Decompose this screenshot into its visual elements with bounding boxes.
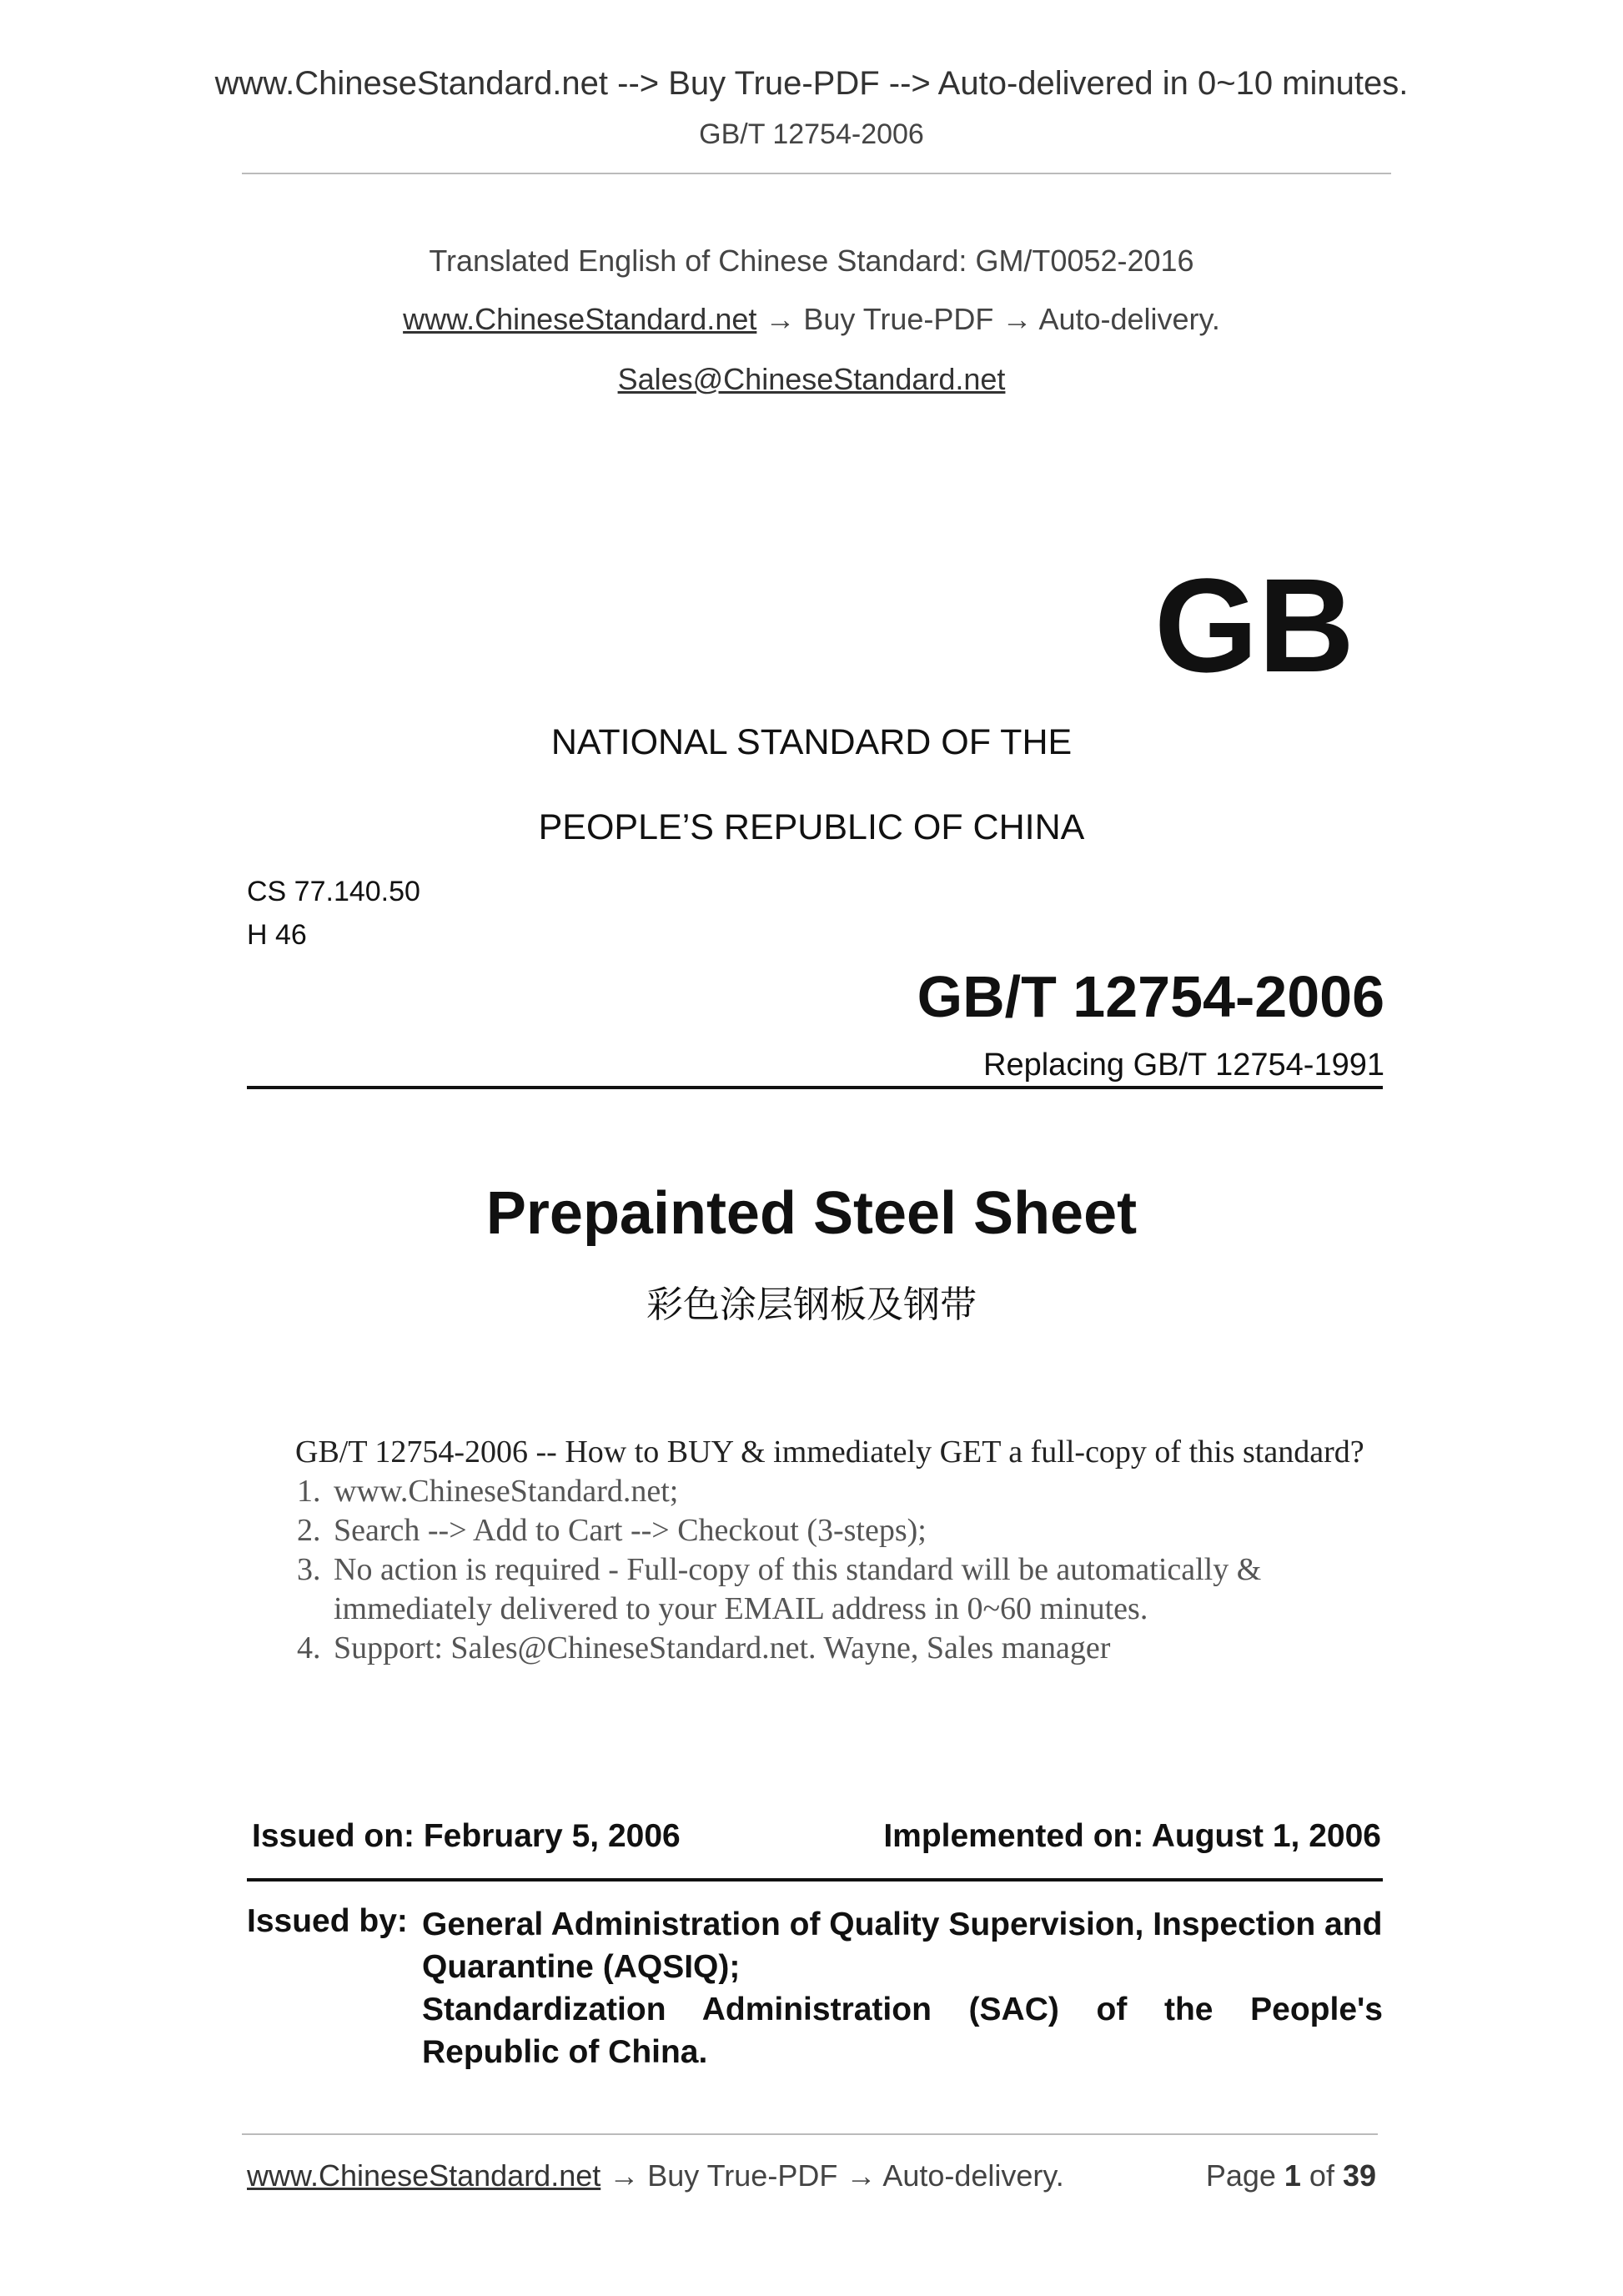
site-link[interactable]: www.ChineseStandard.net [403, 302, 757, 336]
header-banner: www.ChineseStandard.net --> Buy True-PDF --> Auto-delivered in 0~10 minutes. [214, 65, 1409, 102]
page-label: Page [1205, 2158, 1284, 2193]
step-text: Search --> Add to Cart --> Checkout (3-steps); [334, 1513, 927, 1548]
step-number: 1. [297, 1474, 321, 1509]
footer-divider [242, 2133, 1378, 2135]
step-number: 2. [297, 1513, 321, 1548]
footer-delivery-text: → Buy True-PDF → Auto-delivery. [600, 2158, 1064, 2193]
issuer-line: Republic of China. [422, 2034, 708, 2070]
implemented-on-date: Implemented on: August 1, 2006 [883, 1818, 1381, 1854]
national-standard-line1: NATIONAL STANDARD OF THE [550, 722, 1073, 762]
page-of: of [1300, 2158, 1343, 2193]
gb-logo: GB [1154, 550, 1354, 700]
step-text[interactable]: www.ChineseStandard.net; [334, 1474, 679, 1509]
delivery-text: → Buy True-PDF → Auto-delivery. [756, 302, 1220, 336]
h-code: H 46 [247, 919, 307, 951]
translation-label: Translated English of Chinese Standard: GM/T0052-2016 [429, 244, 1194, 278]
page-indicator [1206, 2158, 1376, 2193]
header-divider [242, 173, 1391, 174]
email-link[interactable]: Sales@ChineseStandard.net [617, 362, 1006, 396]
buy-instructions [295, 1433, 1364, 1668]
issued-on-date: Issued on: February 5, 2006 [252, 1818, 681, 1854]
header-standard-number: GB/T 12754-2006 [699, 118, 924, 150]
buy-heading: GB/T 12754-2006 -- How to BUY & immediately GET a full-copy of this standard? [295, 1434, 1364, 1470]
issued-by-organizations [422, 1903, 1383, 2073]
national-standard-line2: PEOPLE’S REPUBLIC OF CHINA [538, 807, 1085, 847]
step-number: 3. [297, 1552, 321, 1587]
list-item [295, 1511, 1364, 1550]
issuer-line: Standardization Administration (SAC) of the People's [422, 1992, 1383, 2027]
replacing-standard: Replacing GB/T 12754-1991 [983, 1048, 1384, 1083]
list-item [295, 1472, 1364, 1511]
issued-by-label: Issued by: [247, 1903, 408, 1939]
delivery-line [0, 302, 1623, 337]
list-item [295, 1550, 1364, 1590]
list-item [295, 1590, 1364, 1629]
step-text: No action is required - Full-copy of this standard will be automatically & [334, 1552, 1262, 1587]
dates-divider [247, 1878, 1383, 1882]
email-line [0, 362, 1623, 397]
title-divider [247, 1086, 1383, 1089]
document-title-chinese: 彩色涂层钢板及钢带 [646, 1284, 977, 1325]
buy-steps-list [295, 1472, 1364, 1668]
issuer-line: Quarantine (AQSIQ); [422, 1949, 741, 1985]
step-text: immediately delivered to your EMAIL address in 0~60 minutes. [334, 1591, 1148, 1626]
page-current: 1 [1284, 2158, 1301, 2193]
list-item [295, 1629, 1364, 1668]
page-total: 39 [1342, 2158, 1376, 2193]
footer-delivery [247, 2158, 1064, 2193]
document-title: Prepainted Steel Sheet [485, 1180, 1138, 1247]
standard-number: GB/T 12754-2006 [917, 964, 1384, 1029]
footer-site-link[interactable]: www.ChineseStandard.net [247, 2158, 601, 2193]
step-number: 4. [297, 1630, 321, 1665]
step-text: Support: Sales@ChineseStandard.net. Wayne, Sales manager [334, 1630, 1111, 1665]
cs-code: CS 77.140.50 [247, 876, 420, 907]
issuer-line: General Administration of Quality Supervision, Inspection and [422, 1907, 1383, 1942]
